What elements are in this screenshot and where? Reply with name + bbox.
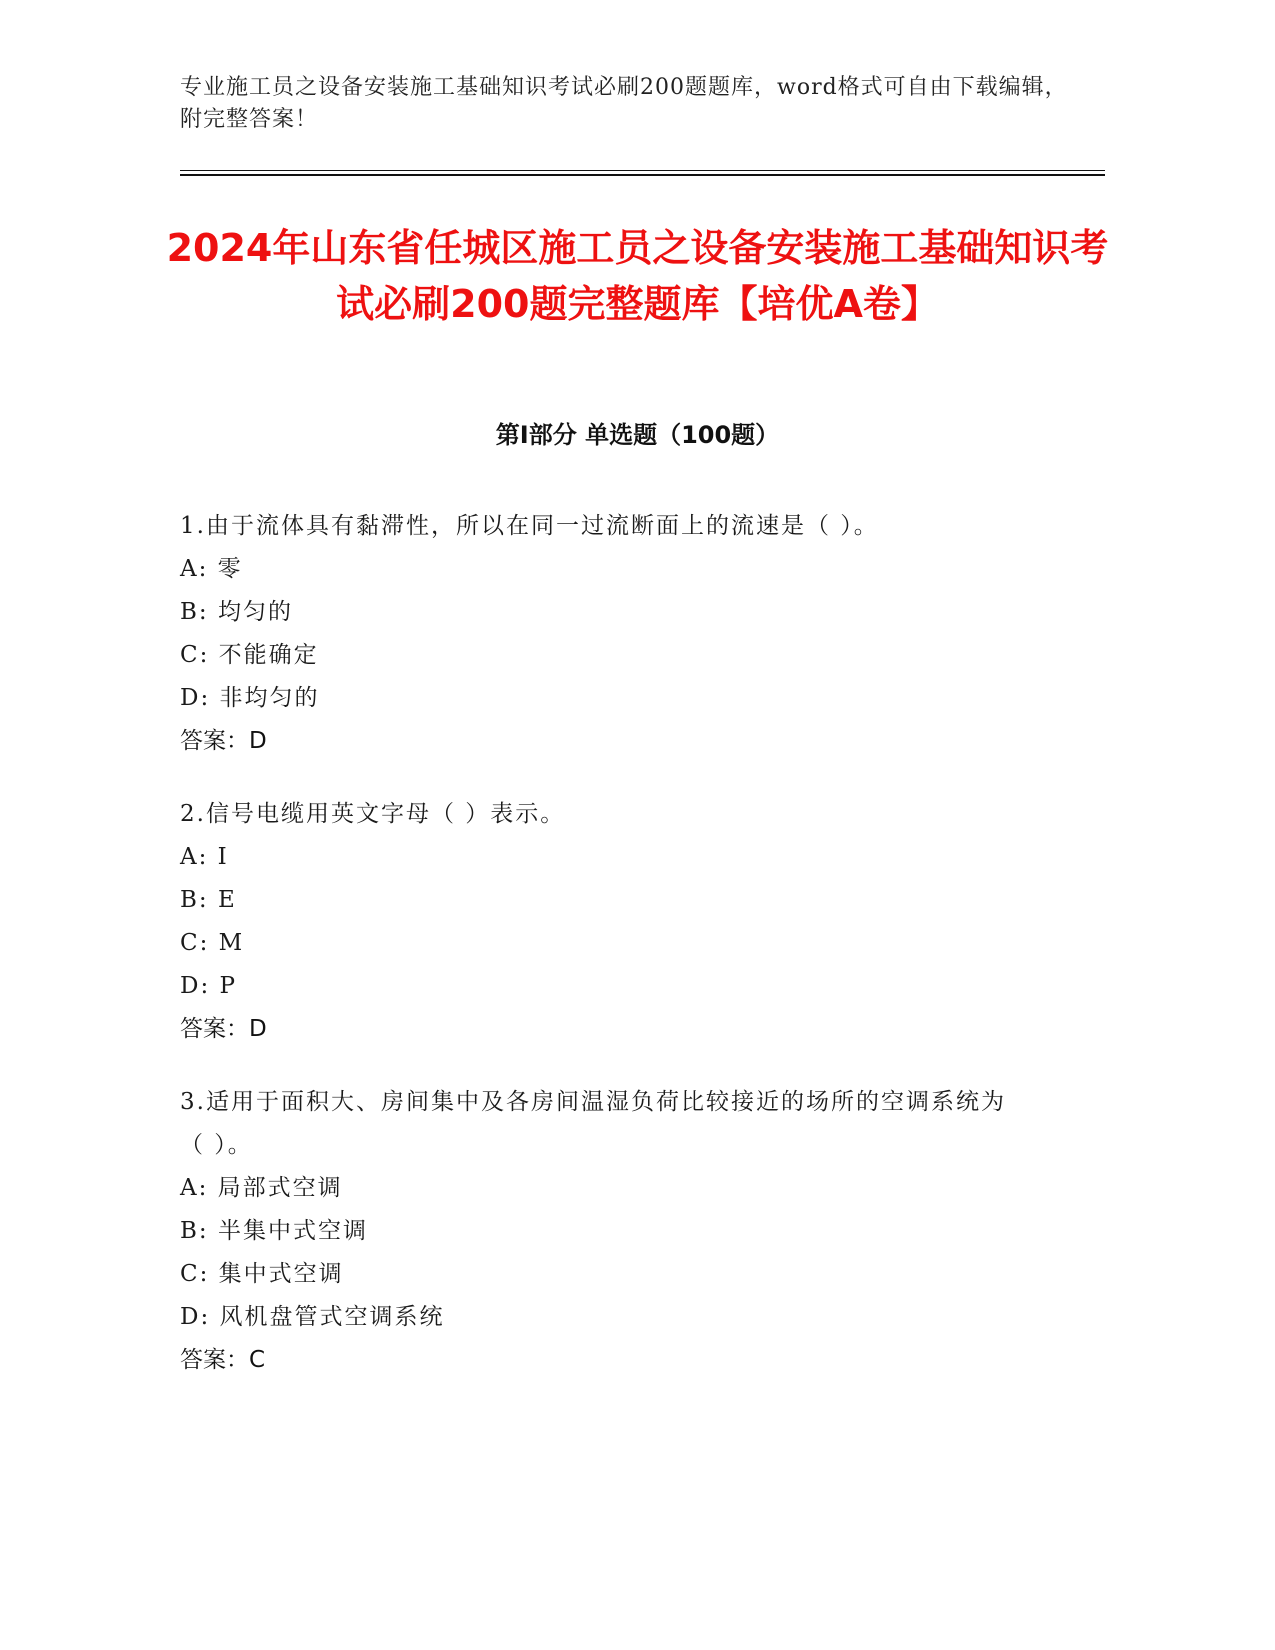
option-a: A: 局部式空调 [180, 1175, 343, 1201]
option-d: D: P [180, 973, 237, 999]
question-1 [180, 505, 1030, 763]
option-d: D: 非均匀的 [180, 685, 320, 711]
option-b: B: E [180, 887, 237, 913]
option-b: B: 半集中式空调 [180, 1218, 368, 1244]
header-note: 专业施工员之设备安装施工基础知识考试必刷200题题库，word格式可自由下载编辑，附完整答案！ [180, 75, 1068, 132]
option-a: A: 零 [180, 556, 243, 582]
section-heading: 第Ⅰ部分 单选题（100题） [495, 421, 780, 449]
question-text: 2.信号电缆用英文字母（ ）表示。 [180, 801, 566, 827]
question-text: 1.由于流体具有黏滞性，所以在同一过流断面上的流速是（ ）。 [180, 513, 879, 539]
option-c: C: 不能确定 [180, 642, 319, 668]
question-text: 3.适用于面积大、房间集中及各房间温湿负荷比较接近的场所的空调系统为（ ）。 [180, 1089, 1006, 1158]
option-a: A: I [180, 844, 229, 870]
answer-line: 答案：C [180, 1347, 266, 1373]
answer-line: 答案：D [180, 728, 267, 754]
option-c: C: 集中式空调 [180, 1261, 344, 1287]
answer-line: 答案：D [180, 1016, 267, 1042]
header-divider-thin [180, 170, 1105, 171]
document-title: 2024年山东省任城区施工员之设备安装施工基础知识考试必刷200题完整题库【培优A卷】 [166, 226, 1109, 326]
option-b: B: 均匀的 [180, 599, 293, 625]
header-divider-thick [180, 174, 1105, 176]
question-3 [180, 1081, 1030, 1382]
option-c: C: M [180, 930, 245, 956]
question-list [180, 505, 1030, 1412]
option-d: D: 风机盘管式空调系统 [180, 1304, 445, 1330]
question-2 [180, 793, 1030, 1051]
